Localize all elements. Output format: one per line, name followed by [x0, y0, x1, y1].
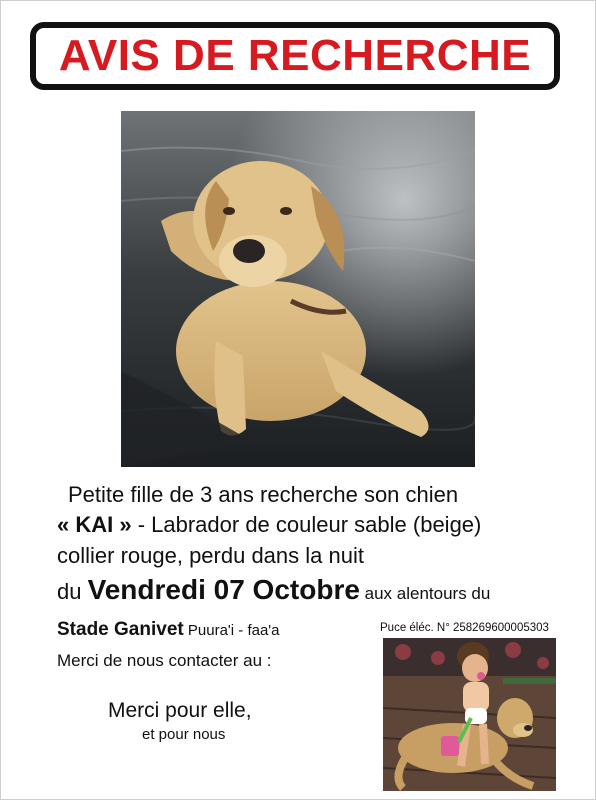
girl-with-dog-photo	[383, 638, 556, 791]
dog-name: « KAI »	[57, 512, 132, 537]
lost-date: Vendredi 07 Octobre	[87, 574, 360, 605]
date-prefix: du	[57, 579, 88, 604]
title-banner	[30, 22, 560, 90]
location-area: Puura'i - faa'a	[183, 622, 280, 639]
date-suffix: aux alentours du	[359, 584, 491, 603]
poster-title: AVIS DE RECHERCHE	[58, 31, 532, 80]
dog-breed: - Labrador de couleur sable (beige)	[131, 512, 482, 537]
main-dog-photo	[121, 111, 475, 467]
description-line-3: collier rouge, perdu dans la nuit	[57, 543, 364, 568]
location-place: Stade Ganivet	[57, 619, 184, 640]
microchip-number: Puce éléc. N° 258269600005303	[380, 622, 549, 634]
thanks-sub: et pour nous	[142, 726, 226, 743]
description-line-1: Petite fille de 3 ans recherche son chien	[68, 482, 459, 507]
thanks-main: Merci pour elle,	[108, 699, 252, 722]
contact-line: Merci de nous contacter au :	[57, 651, 272, 670]
location-line	[57, 619, 280, 641]
description-line-2	[57, 512, 481, 538]
description-line-4	[57, 574, 490, 606]
